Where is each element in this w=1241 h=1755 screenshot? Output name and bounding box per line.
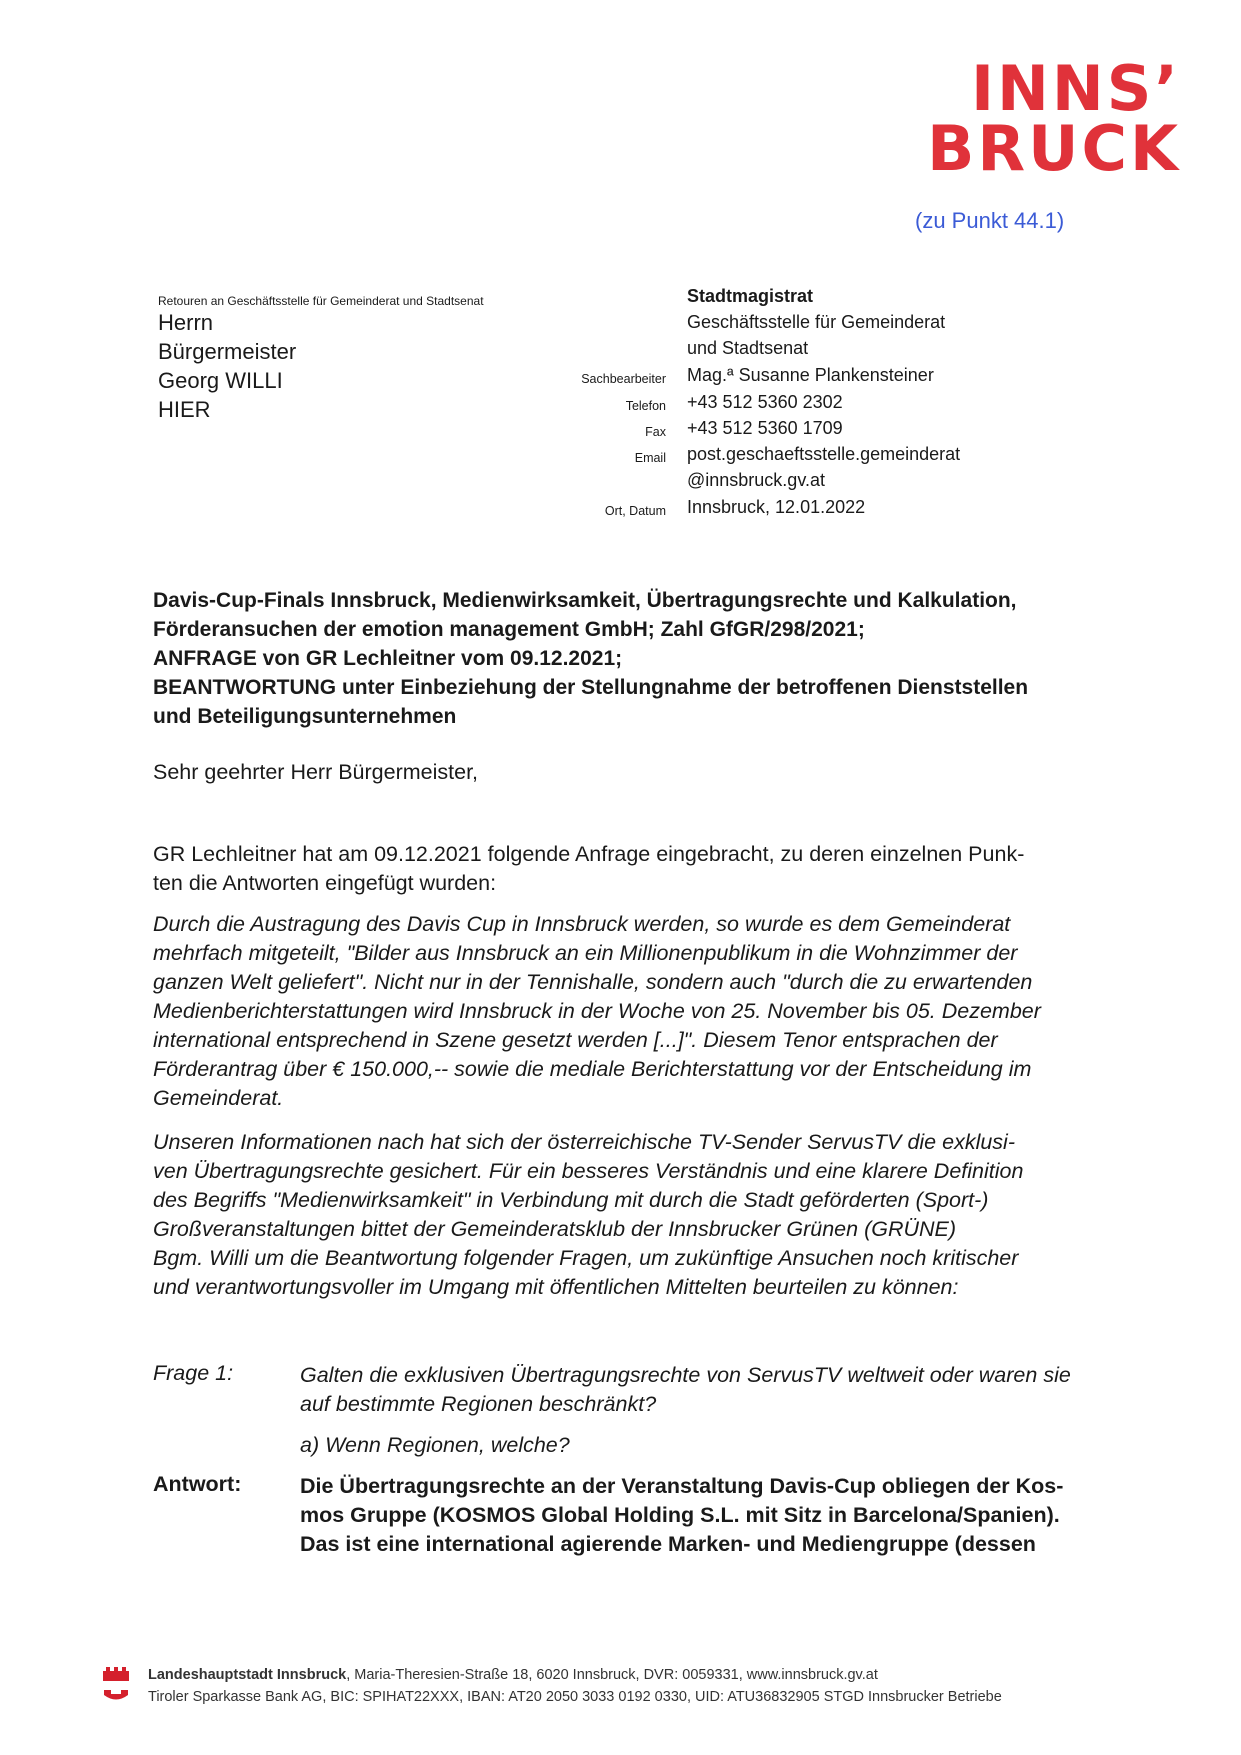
quote-line: international entsprechend in Szene gesetzt werden [...]". Diesem Tenor entsprachen der (153, 1028, 998, 1052)
sender-org: Stadtmagistrat (687, 286, 814, 306)
return-address: Retouren an Geschäftsstelle für Gemeinderat und Stadtsenat (158, 294, 484, 308)
recipient-line: HIER (158, 397, 211, 422)
question-subitem: a) Wenn Regionen, welche? (300, 1433, 570, 1457)
footer-line-1 (148, 1667, 878, 1683)
subject-line: ANFRAGE von GR Lechleitner vom 09.12.2021; (153, 647, 623, 670)
quote-line: ven Übertragungsrechte gesichert. Für ein besseres Verständnis und eine klarere Definition (153, 1159, 1024, 1183)
quote-line: des Begriffs "Medienwirksamkeit" in Verbindung mit durch die Stadt geförderten (Sport-) (153, 1188, 989, 1212)
fax-number: +43 512 5360 1709 (687, 418, 843, 438)
question-line: auf bestimmte Regionen beschränkt? (300, 1392, 657, 1416)
answer-line: Die Übertragungsrechte an der Veranstaltung Davis-Cup obliegen der Kos- (300, 1474, 1064, 1498)
agenda-reference: (zu Punkt 44.1) (915, 208, 1065, 233)
recipient-line: Bürgermeister (158, 339, 297, 364)
bank-crest-icon (103, 1688, 129, 1702)
quote-line: Durch die Austragung des Davis Cup in Innsbruck werden, so wurde es dem Gemeinderat (153, 912, 1011, 936)
question-text (300, 1361, 1130, 1419)
question-line: Galten die exklusiven Übertragungsrechte von ServusTV weltweit oder waren sie (300, 1363, 1071, 1387)
letter-date: Innsbruck, 12.01.2022 (687, 497, 866, 517)
intro-line: ten die Antworten eingefügt wurden: (153, 871, 497, 895)
phone-label: Telefon (625, 399, 666, 413)
email-label: Email (634, 451, 666, 465)
city-crest-icon (103, 1667, 129, 1681)
date-label: Ort, Datum (604, 504, 666, 518)
footer-address: , Maria-Theresien-Straße 18, 6020 Innsbruck, DVR: 0059331, www.innsbruck.gv.at (346, 1667, 878, 1683)
answer-text (300, 1472, 1138, 1559)
sender-dept: Geschäftsstelle für Gemeinderat (687, 312, 946, 332)
quote-line: Förderantrag über € 150.000,-- sowie die mediale Berichterstattung vor der Entscheidung im (153, 1057, 1032, 1081)
answer-line: Das ist eine international agierende Marken- und Mediengruppe (dessen (300, 1532, 1036, 1556)
email-address[interactable]: post.geschaeftsstelle.gemeinderat (687, 444, 961, 464)
quote-line: Bgm. Willi um die Beantwortung folgender Fragen, um zukünftige Ansuchen noch kritischer (153, 1246, 1019, 1270)
quote-line: Gemeinderat. (153, 1086, 284, 1110)
quote-line: und verantwortungsvoller im Umgang mit öffentlichen Mittelten beurteilen zu können: (153, 1275, 959, 1299)
clerk-name: Mag.ª Susanne Plankensteiner (687, 365, 934, 385)
quote-line: Unseren Informationen nach hat sich der österreichische TV-Sender ServusTV die exklusi- (153, 1130, 1015, 1154)
footer-city-name: Landeshauptstadt Innsbruck (148, 1667, 347, 1683)
email-address-domain[interactable]: @innsbruck.gv.at (687, 470, 825, 490)
recipient-line: Herrn (158, 310, 214, 335)
intro-paragraph (153, 840, 1133, 898)
subject-block (153, 586, 1123, 731)
question-label: Frage 1: (153, 1361, 234, 1385)
clerk-label: Sachbearbeiter (581, 372, 666, 386)
answer-line: mos Gruppe (KOSMOS Global Holding S.L. mit Sitz in Barcelona/Spanien). (300, 1503, 1060, 1527)
recipient-line: Georg WILLI (158, 368, 283, 393)
subject-line: Davis-Cup-Finals Innsbruck, Medienwirksamkeit, Übertragungsrechte und Kalkulation, (153, 589, 1017, 612)
logo-innsbruck-line1: INNS’ (970, 52, 1181, 125)
quote-line: mehrfach mitgeteilt, "Bilder aus Innsbruck an ein Millionenpublikum in die Wohnzimmer der (153, 941, 1018, 965)
quote-line: Medienberichterstattungen wird Innsbruck in der Woche von 25. November bis 05. Dezember (153, 999, 1041, 1023)
quote-line: Großveranstaltungen bittet der Gemeinderatsklub der Innsbrucker Grünen (GRÜNE) (153, 1217, 957, 1241)
phone-number: +43 512 5360 2302 (687, 392, 843, 412)
answer-label: Antwort: (153, 1472, 242, 1496)
sender-dept: und Stadtsenat (687, 338, 809, 358)
subject-line: und Beteiligungsunternehmen (153, 705, 457, 728)
quote-paragraph-1 (153, 910, 1133, 1113)
fax-label: Fax (645, 425, 666, 439)
intro-line: GR Lechleitner hat am 09.12.2021 folgende Anfrage eingebracht, zu deren einzelnen Punk- (153, 842, 1025, 866)
quote-paragraph-2 (153, 1128, 1133, 1302)
quote-line: ganzen Welt geliefert". Nicht nur in der Tennishalle, sondern auch "durch die zu erwartenden (153, 970, 1033, 994)
salutation: Sehr geehrter Herr Bürgermeister, (153, 760, 479, 784)
subject-line: BEANTWORTUNG unter Einbeziehung der Stellungnahme der betroffenen Dienststellen (153, 676, 1029, 699)
logo-innsbruck-line2: BRUCK (927, 112, 1181, 185)
subject-line: Förderansuchen der emotion management GmbH; Zahl GfGR/298/2021; (153, 618, 865, 641)
footer-line-2: Tiroler Sparkasse Bank AG, BIC: SPIHAT22XXX, IBAN: AT20 2050 3033 0192 0330, UID: ATU36832905 STGD Innsbrucker Betriebe (148, 1689, 1002, 1705)
